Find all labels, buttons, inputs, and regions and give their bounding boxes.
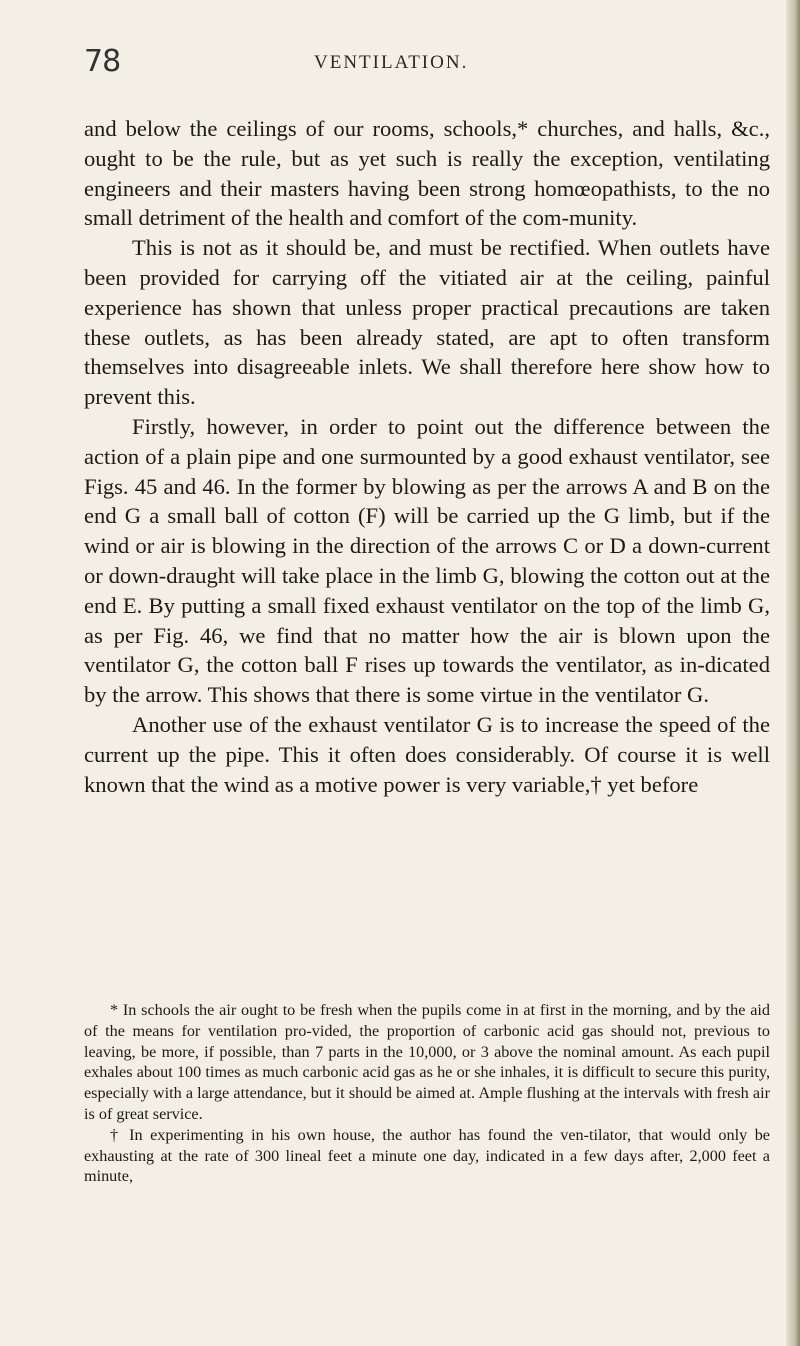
paragraph-2: This is not as it should be, and must be rectified. When outlets have been provided for carrying off the vitiated air at the ceiling, painful experience has shown that unless proper practical precautions are taken these outlets, as has been already stated, are apt to often transform themselves into disagreeable inlets. We shall therefore here show how to prevent this. [84, 235, 770, 410]
paragraph-3: Firstly, however, in order to point out the difference between the action of a plain pipe and one surmounted by a good exhaust ventilator, see Figs. 45 and 46. In the former by blowing as per the arrows A and B on the end G a small ball of cotton (F) will be carried up the G limb, but if the wind or air is blowing in the direction of the arrows C or D a down-current or down-draught will take place in the limb G, blowing the cotton out at the end E. By putting a small fixed exhaust ventilator on the top of the limb G, as per Fig. 46, we find that no matter how the air is blown upon the ventilator G, the cotton ball F rises up towards the ventilator, as in-dicated by the arrow. This shows that there is some virtue in the ventilator G. [84, 413, 770, 708]
body-text [84, 114, 770, 799]
paragraph-1: and below the ceilings of our rooms, schools,* churches, and halls, &c., ought to be the rule, but as yet such is really the exception, ventilating engineers and their masters having been strong homœopathists, to the no small detriment of the health and comfort of the com-munity. [84, 116, 770, 231]
page-edge [786, 0, 800, 1346]
footnote-asterisk: * In schools the air ought to be fresh when the pupils come in at first in the morning, and by the aid of the means for ventilation pro-vided, the proportion of carbonic acid gas should not, previous to leaving, be more, if possible, than 7 parts in the 10,000, or 3 above the nominal amount. As each pupil exhales about 100 times as much carbonic acid gas as he or she inhales, it is difficult to secure this purity, especially with a large attendance, but it should be aimed at. Ample flushing at the intervals with fresh air is of great service. [84, 1001, 770, 1123]
page-header [84, 44, 774, 88]
page-number: 78 [84, 44, 121, 79]
paragraph-4: Another use of the exhaust ventilator G is to increase the speed of the current up the pipe. This it often does considerably. Of course it is well known that the wind as a motive power is very variable,† yet before [84, 711, 770, 797]
running-head: VENTILATION. [314, 52, 469, 73]
footnote-dagger: † In experimenting in his own house, the author has found the ven-tilator, that would only be exhausting at the rate of 300 lineal feet a minute one day, indicated in a few days after, 2,000 feet a minute, [84, 1125, 770, 1186]
footnotes [84, 1000, 770, 1187]
